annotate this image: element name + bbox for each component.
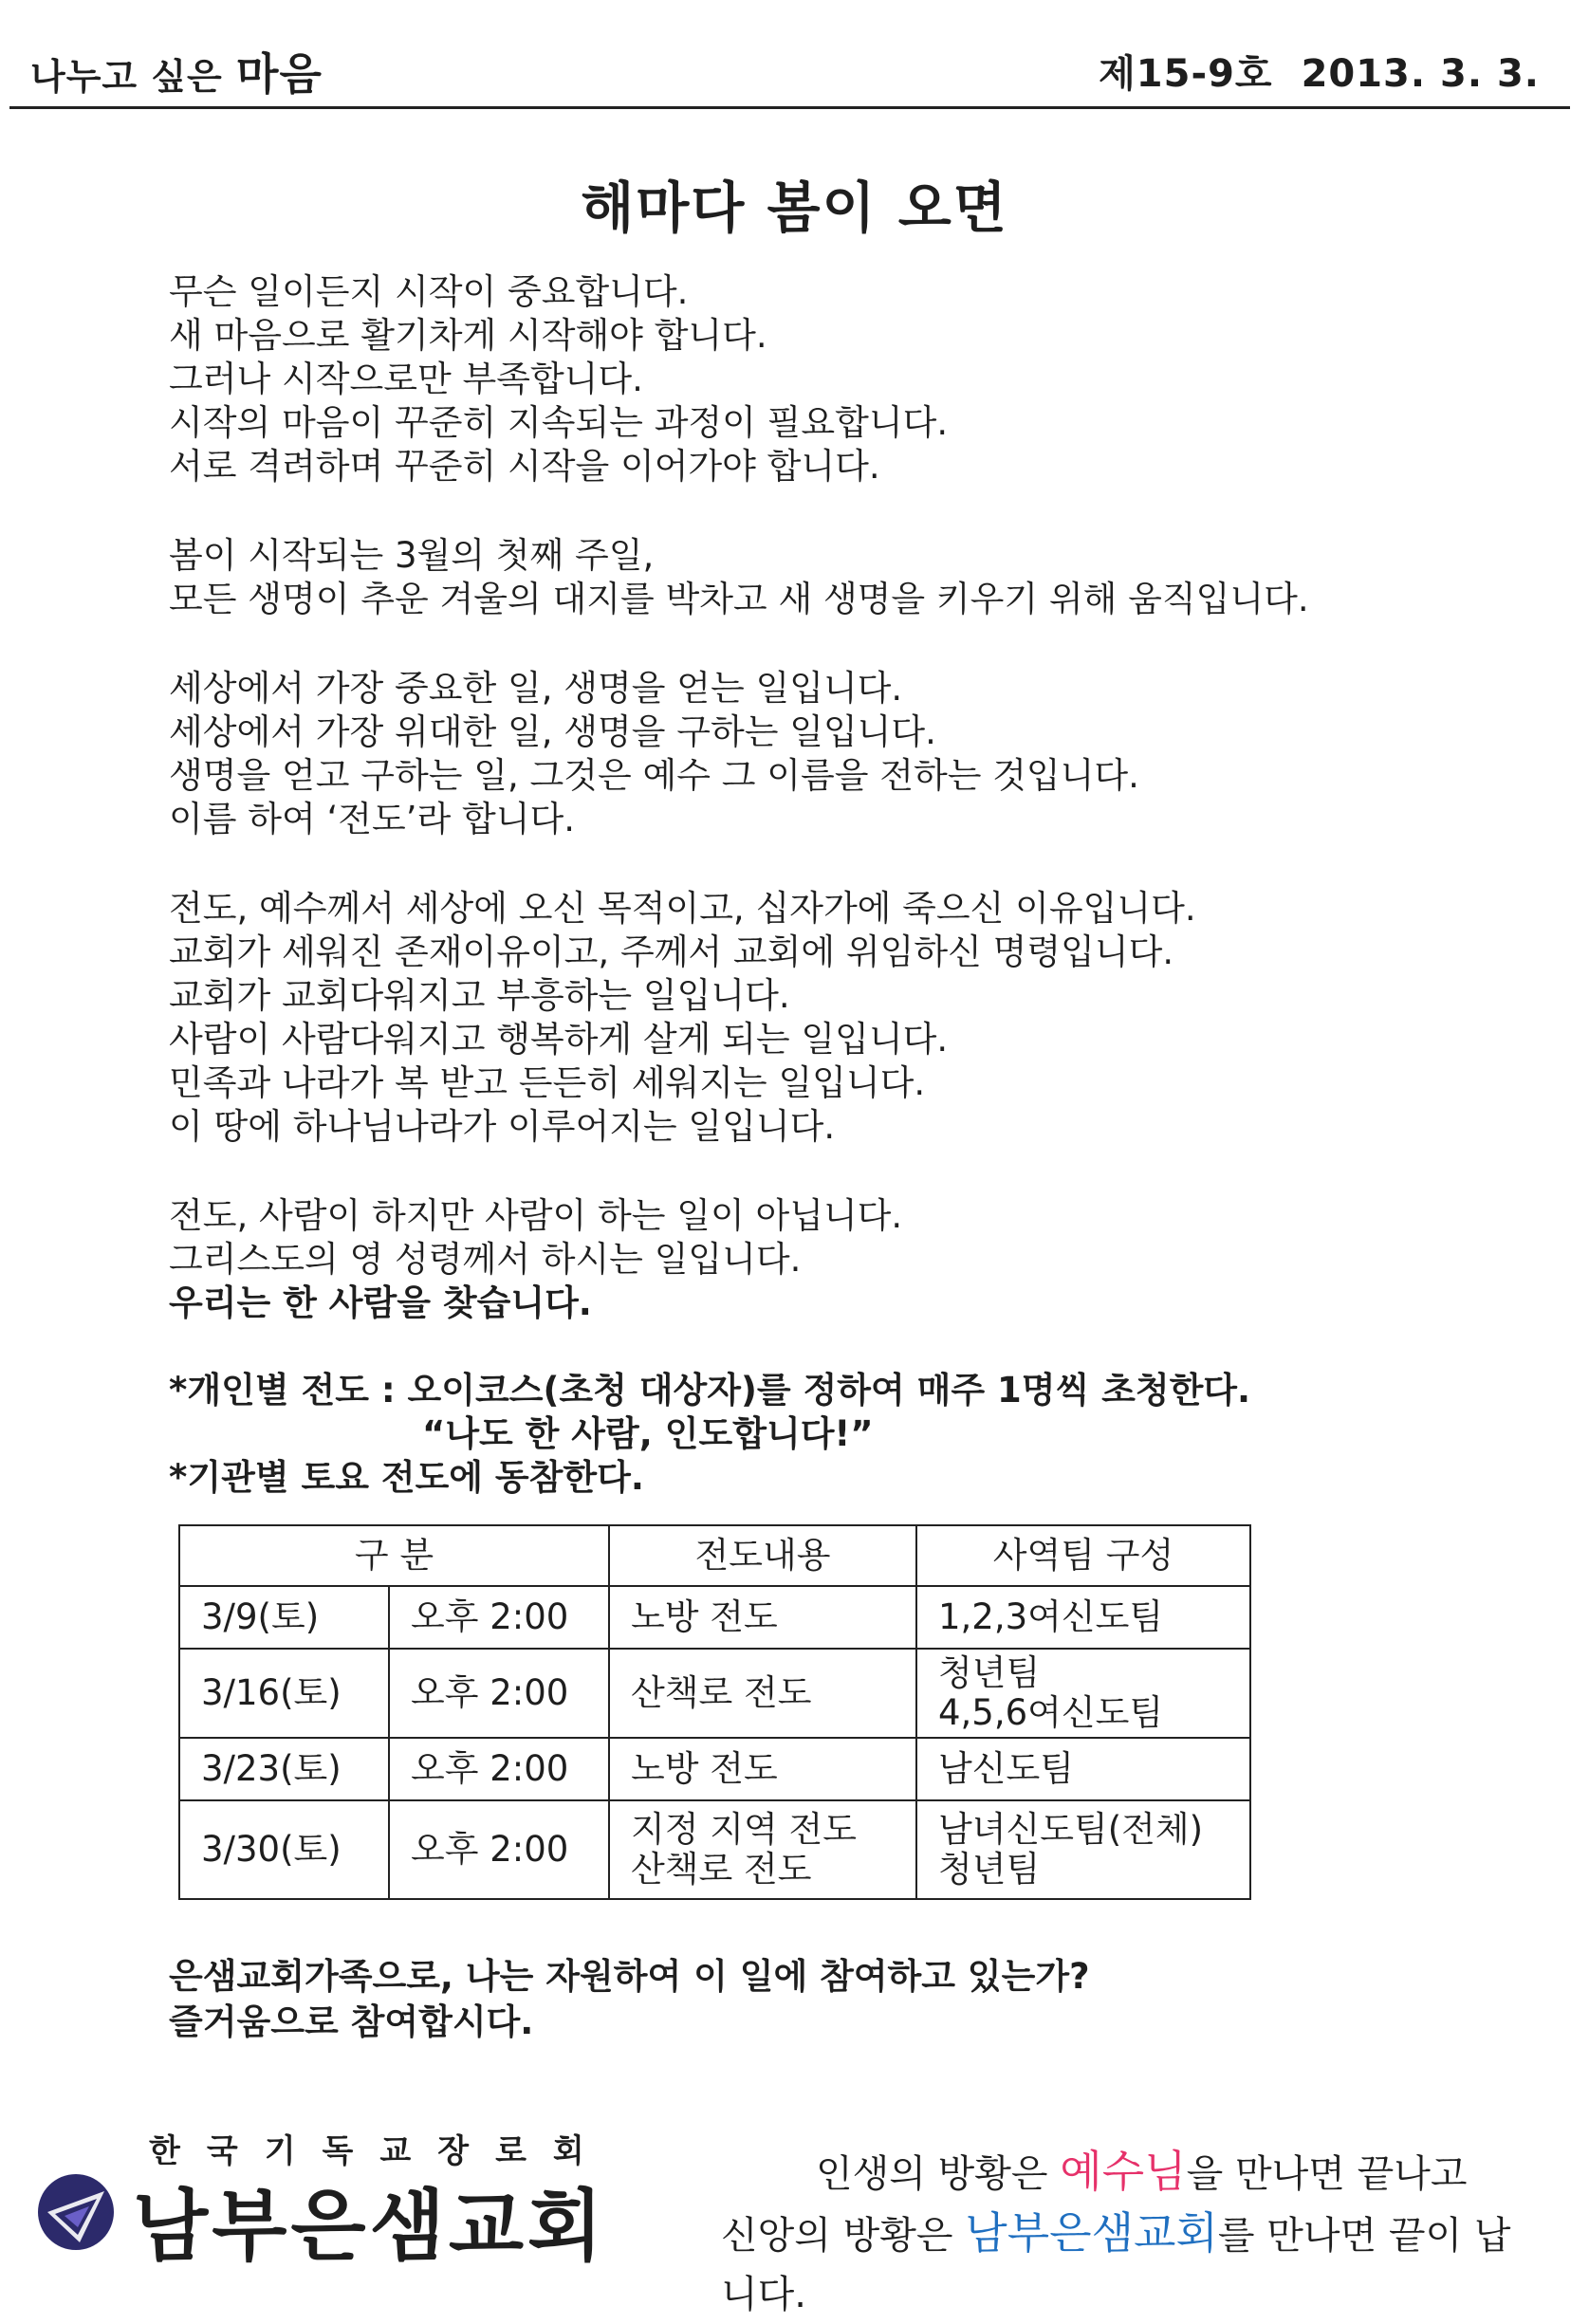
team-line: 청년팀 xyxy=(938,1652,1041,1693)
team-line: 청년팀 xyxy=(938,1849,1041,1890)
church-logo-icon xyxy=(36,2172,116,2252)
table-row xyxy=(179,1649,1250,1738)
footer-slogan xyxy=(683,2142,1537,2324)
row-team: 1,2,3여신도팀 xyxy=(916,1586,1250,1649)
slogan-text: 신앙의 방황은 xyxy=(721,2214,966,2258)
text-line: 민족과 나라가 복 받고 든든히 세워지는 일입니다. xyxy=(169,1062,926,1103)
personal-evangelism: *개인별 전도 : 오이코스(초청 대상자)를 정하여 매주 1명씩 초청한다. xyxy=(169,1370,1251,1411)
text-line: 그리스도의 영 성령께서 하시는 일입니다. xyxy=(169,1239,802,1280)
content-line: 산책로 전도 xyxy=(631,1849,812,1890)
article-body xyxy=(169,270,1478,1371)
slogan-text: 를 만나면 끝이 납니다. xyxy=(721,2214,1511,2316)
text-line: 모든 생명이 추운 겨울의 대지를 박차고 새 생명을 키우기 위해 움직입니다. xyxy=(169,579,1309,619)
slogan-text: 을 만나면 끝나고 xyxy=(1186,2152,1468,2196)
text-line: 서로 격려하며 꾸준히 시작을 이어가야 합니다. xyxy=(169,446,880,487)
team-line: 남녀신도팀(전체) xyxy=(938,1809,1204,1850)
row-team xyxy=(916,1649,1250,1738)
text-line: 이 땅에 하나님나라가 이루어지는 일입니다. xyxy=(169,1106,836,1147)
row-content xyxy=(609,1800,916,1899)
text-line: 생명을 얻고 구하는 일, 그것은 예수 그 이름을 전하는 것입니다. xyxy=(169,755,1139,796)
header-division: 구 분 xyxy=(179,1525,609,1586)
table-row xyxy=(179,1800,1250,1899)
text-line: 이름 하여 ‘전도’라 합니다. xyxy=(169,799,575,839)
bulletin-name xyxy=(30,40,323,102)
paragraph-1 xyxy=(169,270,1478,489)
row-time: 오후 2:00 xyxy=(389,1800,609,1899)
row-time: 오후 2:00 xyxy=(389,1586,609,1649)
schedule-table xyxy=(178,1524,1251,1900)
bulletin-name-prefix: 나누고 싶은 xyxy=(30,56,223,98)
closing-call xyxy=(169,1954,1090,2045)
slogan-line-2 xyxy=(683,2204,1537,2324)
text-line: 그러나 시작으로만 부족합니다. xyxy=(169,359,643,399)
row-date: 3/16(토) xyxy=(179,1649,389,1738)
text-line: 교회가 세워진 존재이유이고, 주께서 교회에 위임하신 명령입니다. xyxy=(169,931,1174,972)
header-content: 전도내용 xyxy=(609,1525,916,1586)
row-content: 노방 전도 xyxy=(609,1738,916,1800)
row-date: 3/9(토) xyxy=(179,1586,389,1649)
text-line: 세상에서 가장 중요한 일, 생명을 얻는 일입니다. xyxy=(169,668,903,709)
slogan-text: 인생의 방황은 xyxy=(816,2152,1061,2196)
row-content: 노방 전도 xyxy=(609,1586,916,1649)
paragraph-2 xyxy=(169,534,1478,621)
table-row xyxy=(179,1738,1250,1800)
row-team: 남신도팀 xyxy=(916,1738,1250,1800)
header-team: 사역팀 구성 xyxy=(916,1525,1250,1586)
closing-line: 즐거움으로 참여합시다. xyxy=(169,2001,534,2042)
text-line: 전도, 사람이 하지만 사람이 하는 일이 아닙니다. xyxy=(169,1195,903,1236)
church-name: 남부은샘교회 xyxy=(133,2182,607,2272)
emphasis-line: 우리는 한 사람을 찾습니다. xyxy=(169,1282,592,1323)
page-title: 해마다 봄이 오면 xyxy=(581,175,1008,240)
evangelism-plan xyxy=(169,1369,1250,1500)
paragraph-5 xyxy=(169,1194,1478,1325)
text-line: 세상에서 가장 위대한 일, 생명을 구하는 일입니다. xyxy=(169,711,936,752)
table-header-row xyxy=(179,1525,1250,1586)
row-date: 3/30(토) xyxy=(179,1800,389,1899)
row-date: 3/23(토) xyxy=(179,1738,389,1800)
team-line: 4,5,6여신도팀 xyxy=(938,1692,1164,1733)
table-row xyxy=(179,1586,1250,1649)
text-line: 시작의 마음이 꾸준히 지속되는 과정이 필요합니다. xyxy=(169,402,949,443)
slogan-accent-church: 남부은샘교회 xyxy=(965,2207,1218,2259)
slogan-accent-jesus: 예수님 xyxy=(1060,2146,1187,2197)
text-line: 사람이 사람다워지고 행복하게 살게 되는 일입니다. xyxy=(169,1019,949,1060)
bulletin-header xyxy=(0,0,1589,112)
text-line: 교회가 교회다워지고 부흥하는 일입니다. xyxy=(169,975,790,1016)
plan-slogan: “나도 한 사람, 인도합니다!” xyxy=(422,1413,874,1454)
denomination-name: 한국기독교장로회 xyxy=(149,2132,611,2170)
content-line: 지정 지역 전도 xyxy=(631,1809,857,1850)
text-line: 봄이 시작되는 3월의 첫째 주일, xyxy=(169,535,655,576)
issue-date: 2013. 3. 3. xyxy=(1301,52,1540,96)
paragraph-4 xyxy=(169,887,1478,1149)
row-team xyxy=(916,1800,1250,1899)
text-line: 전도, 예수께서 세상에 오신 목적이고, 십자가에 죽으신 이유입니다. xyxy=(169,888,1196,929)
slogan-line-1 xyxy=(683,2142,1537,2204)
text-line: 무슨 일이든지 시작이 중요합니다. xyxy=(169,271,689,312)
bulletin-name-accent: 마음 xyxy=(236,48,323,100)
row-time: 오후 2:00 xyxy=(389,1649,609,1738)
paragraph-3 xyxy=(169,667,1478,841)
issue-number: 제15-9호 xyxy=(1099,52,1273,96)
group-evangelism: *기관별 토요 전도에 동참한다. xyxy=(169,1457,644,1498)
header-divider xyxy=(9,106,1570,109)
issue-info xyxy=(1099,44,1540,98)
closing-line: 은샘교회가족으로, 나는 자원하여 이 일에 참여하고 있는가? xyxy=(169,1956,1090,1997)
row-content: 산책로 전도 xyxy=(609,1649,916,1738)
text-line: 새 마음으로 활기차게 시작해야 합니다. xyxy=(169,315,767,356)
row-time: 오후 2:00 xyxy=(389,1738,609,1800)
